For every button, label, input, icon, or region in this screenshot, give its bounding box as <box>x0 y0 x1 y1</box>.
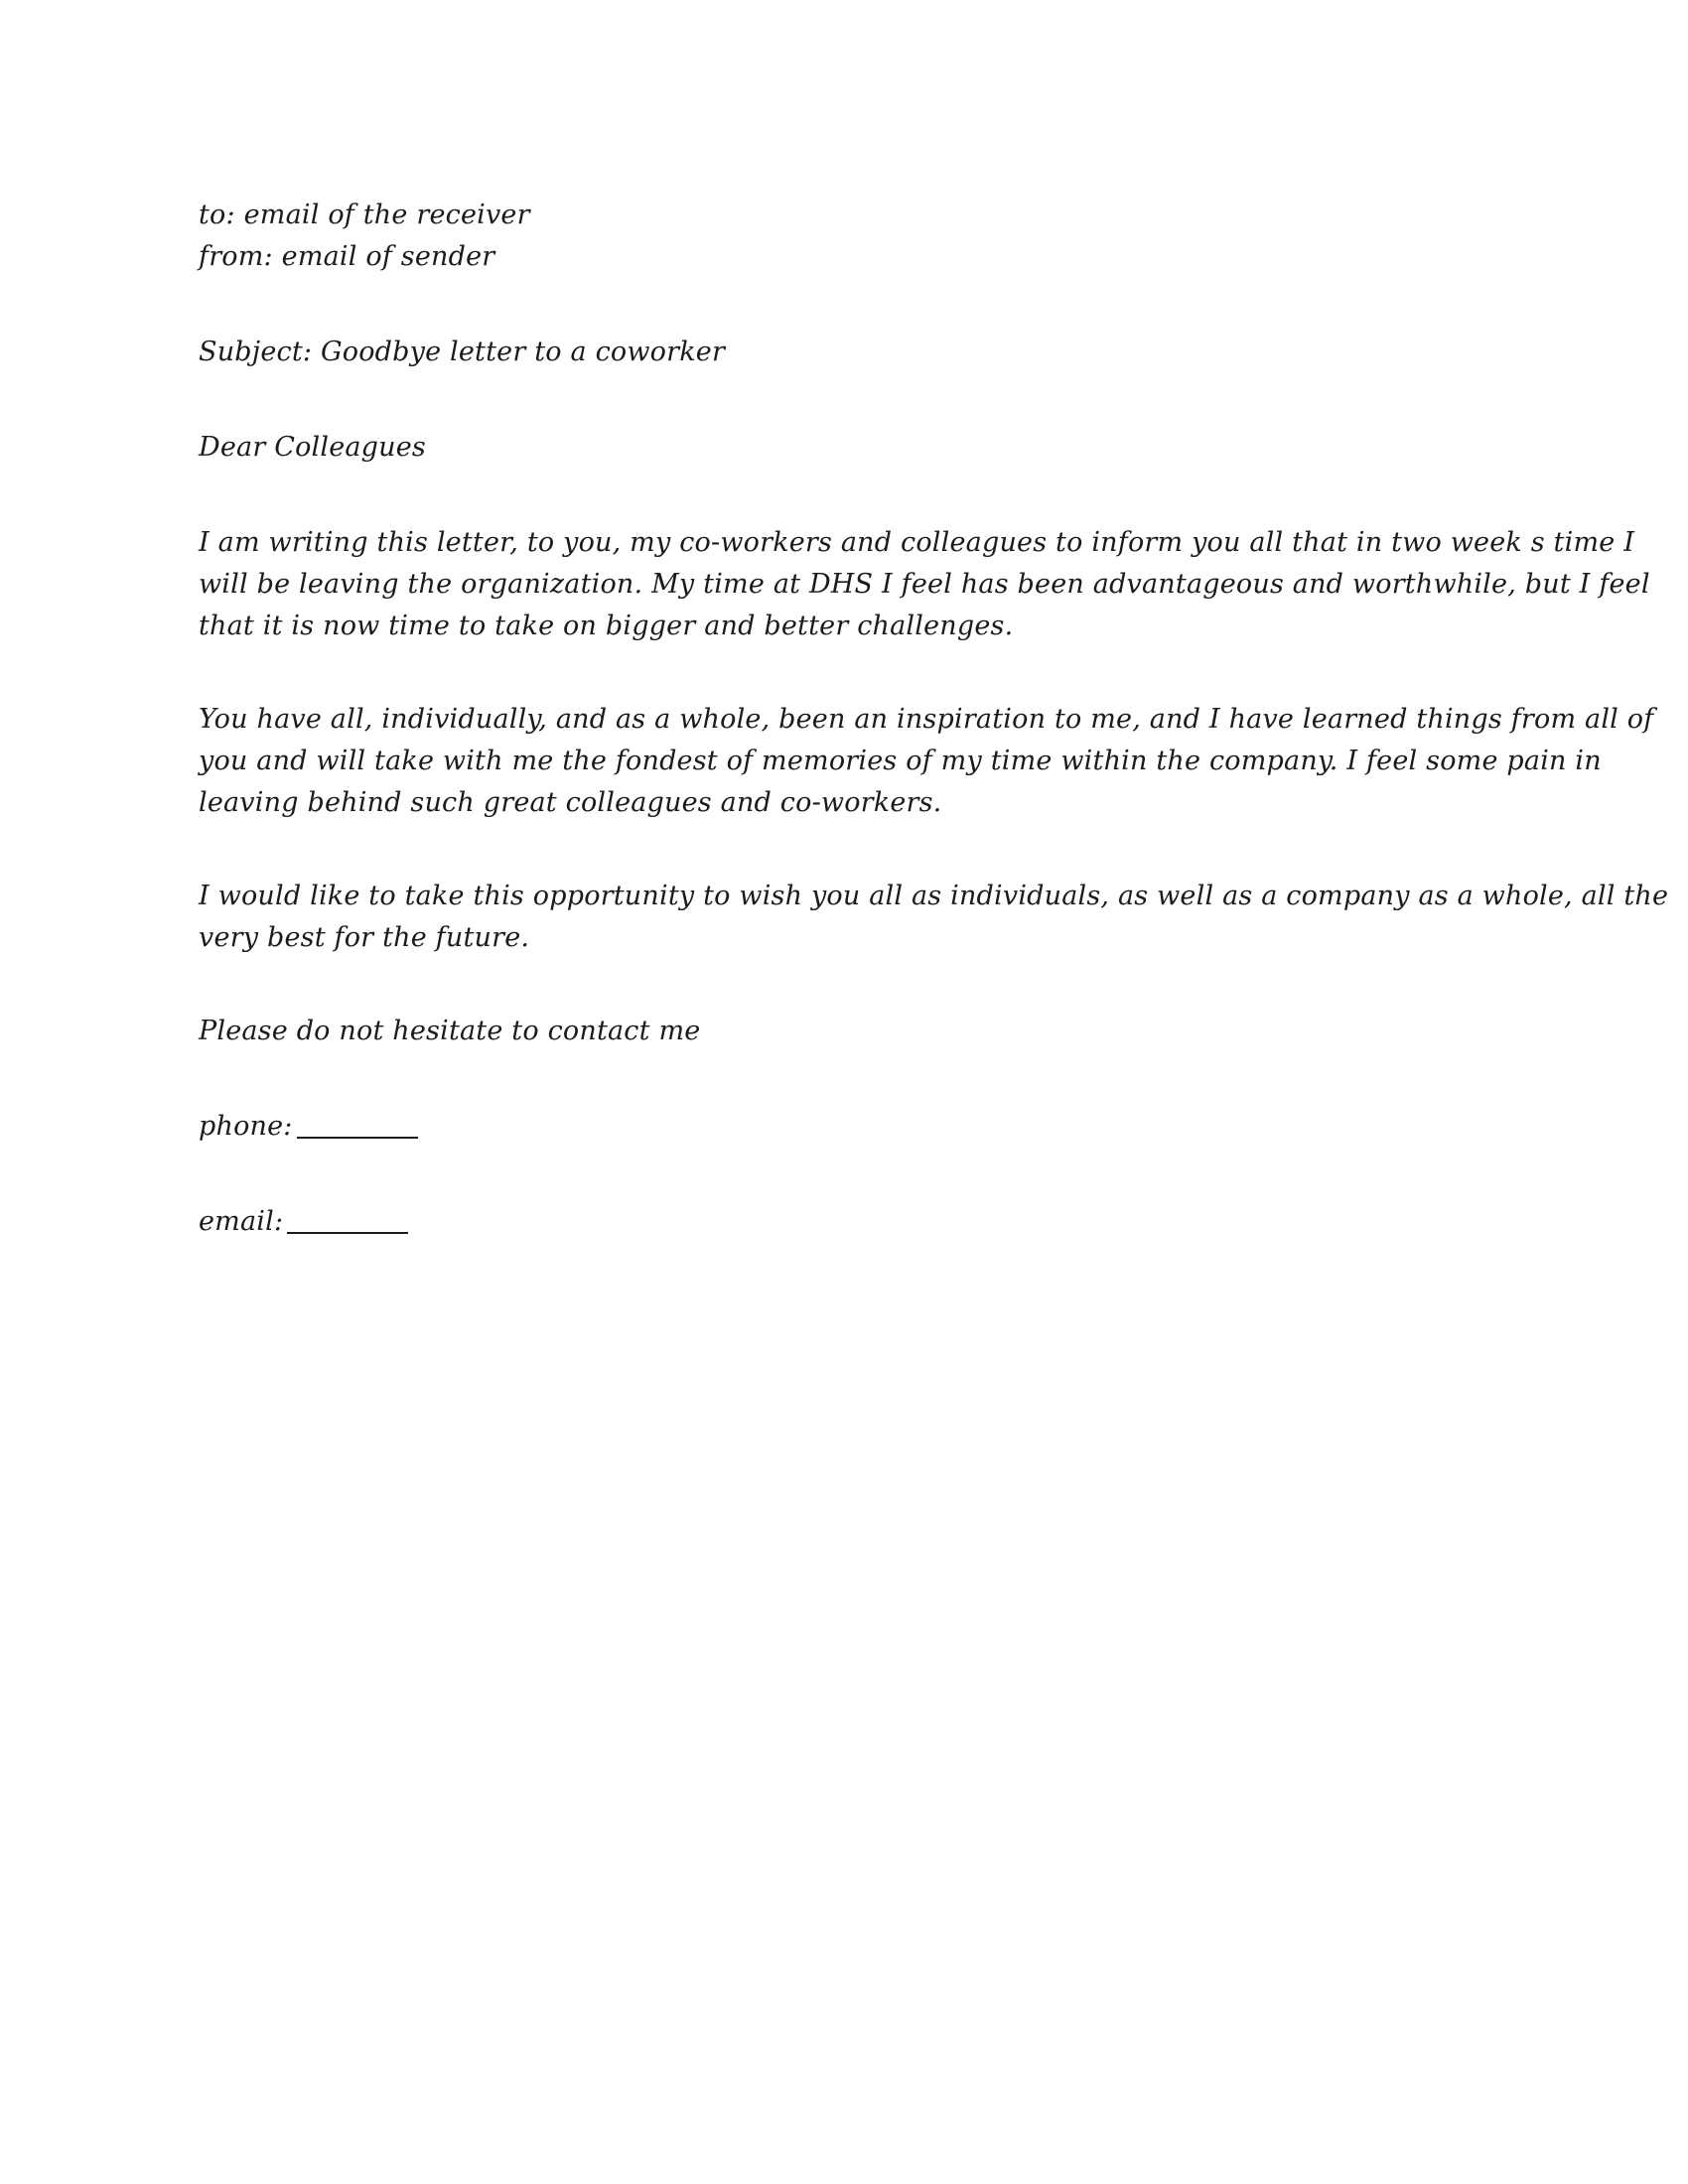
salutation-block <box>199 427 1499 469</box>
phone-blank <box>297 1137 418 1139</box>
to-line: to: email of the receiver <box>199 200 530 230</box>
paragraph-line: leaving behind such great colleagues and co-workers. <box>199 787 942 818</box>
paragraph-line: You have all, individually, and as a whole, been an inspiration to me, and I have learned things from all of <box>199 704 1654 735</box>
phone-line <box>199 1106 1499 1148</box>
email-block <box>199 1201 1499 1243</box>
paragraph-3 <box>199 876 1669 959</box>
from-line: from: email of sender <box>199 241 495 272</box>
email-line <box>199 1201 1499 1243</box>
phone-block <box>199 1106 1499 1148</box>
paragraph-line: very best for the future. <box>199 922 530 953</box>
closing-block <box>199 1011 1499 1052</box>
phone-label: phone: <box>199 1111 293 1142</box>
paragraph-line: that it is now time to take on bigger and better challenges. <box>199 611 1014 641</box>
subject-line-block <box>199 332 1499 373</box>
closing-line: Please do not hesitate to contact me <box>199 1016 701 1046</box>
paragraph-line: I am writing this letter, to you, my co-workers and colleagues to inform you all that in two week s time I <box>199 527 1635 558</box>
paragraph-line: will be leaving the organization. My time at DHS I feel has been advantageous and worthwhile, but I feel <box>199 569 1650 600</box>
paragraph-1 <box>199 522 1650 647</box>
email-label: email: <box>199 1206 284 1237</box>
salutation: Dear Colleagues <box>199 432 426 463</box>
paragraph-line: I would like to take this opportunity to wish you all as individuals, as well as a company as a whole, all the <box>199 881 1669 911</box>
letter-header <box>199 195 1499 278</box>
paragraph-2 <box>199 699 1654 824</box>
email-blank <box>287 1232 408 1234</box>
paragraph-line: you and will take with me the fondest of memories of my time within the company. I feel some pain in <box>199 746 1602 776</box>
subject-line: Subject: Goodbye letter to a coworker <box>199 337 726 367</box>
